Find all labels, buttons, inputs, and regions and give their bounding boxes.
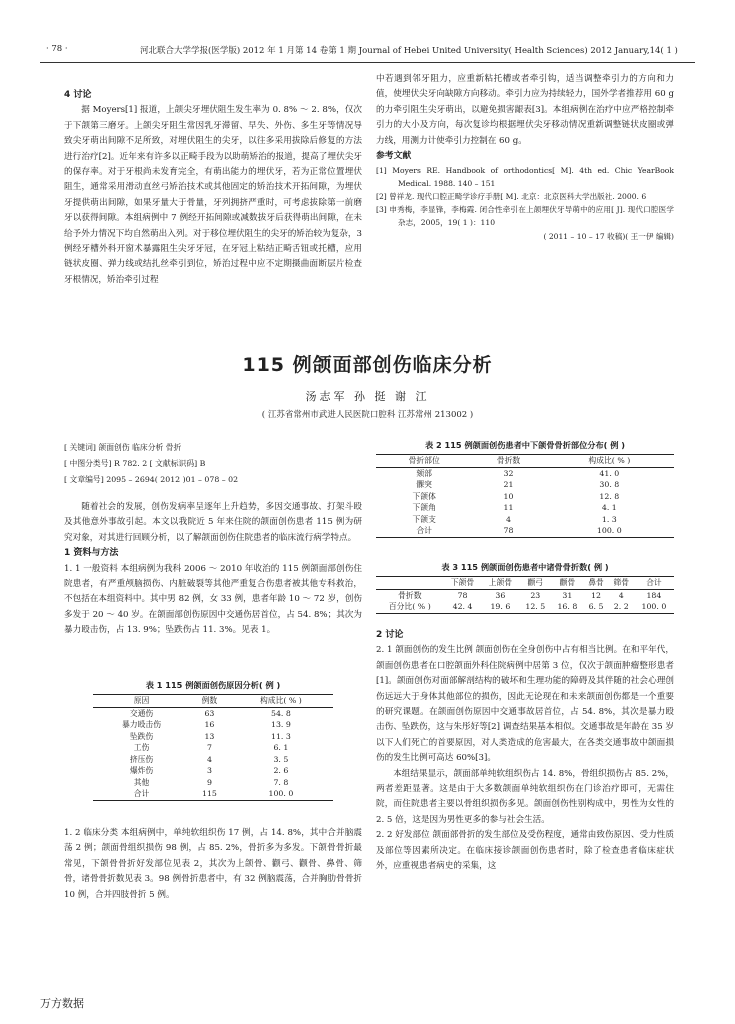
table-cell: 暴力殴击伤 bbox=[122, 720, 161, 730]
section-heading: 2 讨论 bbox=[376, 630, 404, 640]
table-header: 构成比( % ) bbox=[588, 456, 631, 466]
section-1-1: 1. 1 一般资料 本组病例为我科 2006 ～ 2010 年收治的 115 例颌面部创伤住院患者，有严重颅脑损伤、内脏破裂等其他严重复合伤患者被其他专科救治，不包括在本组资料中。其中男 82 例，女 33 例，患者年龄 10 ～ 72 岁，创伤多发于 20 ～ 40 岁。在颌面部创伤原因中交通伤居首位，占 54. 8%；其次为暴力殴击伤，占 13. 9%；坠跌伤占 11. 3%。见表 1。 bbox=[64, 563, 362, 636]
table-cell: 6. 1 bbox=[273, 743, 289, 753]
table-cell: 12 bbox=[591, 590, 601, 600]
table-header-row bbox=[376, 455, 674, 468]
table-row bbox=[93, 742, 333, 754]
prev-paragraph: 据 Moyers[1] 报道，上颌尖牙埋伏阻生发生率为 0. 8% ～ 2. 8%，仅次于下颌第三磨牙。上颌尖牙阻生常因乳牙滞留、早失、外伤、多生牙等情况导致尖牙萌出间隙不足所致，对埋伏阻生的尖牙，以往多采用拔除后修复的方法进行治疗[2]。近年来有许多以正畸手段为以助萌矫治的报道，提高了埋伏尖牙的保存率。对于牙根尚未发育完全，有萌出能力的埋伏牙，若为正常位置埋伏阻生，通常采用滑动直丝弓矫治技术或其他固定的矫治技术开拓间隙，为埋伏牙提供萌出间隙，如果牙量大于骨量，牙列拥挤严重时，可考虑拔除第一前磨牙以获得间隙。本组病例中 7 例经开拓间隙或减数拔牙后获得萌出间隙，在未给予外力情况下均自然萌出入列。对于移位埋伏阻生的尖牙的矫治较为复杂，3 例经牙槽外科开窗术暴露阻生尖牙牙冠，在牙冠上粘结正畸舌钮或托槽，应用链状皮圈、弹力线或结扎丝牵引到位，矫治过程中应不定期摄曲面断层片检查牙根情况，矫治牵引过程 bbox=[64, 105, 362, 285]
table-cell: 16 bbox=[204, 720, 215, 730]
table-cell: 骨折数 bbox=[398, 590, 422, 600]
table-row bbox=[93, 765, 333, 777]
prev-left-column bbox=[64, 88, 362, 288]
table-header: 鼻骨 bbox=[588, 578, 604, 588]
table-cell: 19. 6 bbox=[490, 602, 511, 612]
keywords: [ 关键词] 颌面创伤 临床分析 骨折 bbox=[64, 443, 182, 452]
table-row bbox=[376, 601, 674, 613]
table-header: 下颌骨 bbox=[450, 578, 475, 588]
table-cell: 115 bbox=[201, 789, 217, 799]
table-cell: 12. 8 bbox=[599, 491, 620, 501]
table-header-row bbox=[93, 695, 333, 708]
table-row bbox=[93, 777, 333, 789]
table-cell: 1. 3 bbox=[601, 514, 617, 524]
reference-item: [1] Moyers RE. Handbook of orthodontics[ M]. 4th ed. Chic YearBook Medical. 1988. 140 – 151 bbox=[376, 166, 674, 189]
table-cell: 13. 9 bbox=[271, 720, 291, 730]
table-cell: 4 bbox=[506, 514, 511, 524]
table-row bbox=[376, 589, 674, 601]
table-cell: 30. 8 bbox=[599, 480, 620, 490]
table-header: 原因 bbox=[133, 696, 150, 706]
table-cell: 184 bbox=[646, 590, 662, 600]
header-rule bbox=[40, 62, 695, 63]
reference-item: [2] 曾祥龙. 现代口腔正畸学诊疗手册[ M]. 北京：北京医科大学出版社. 2000. 6 bbox=[376, 192, 647, 202]
table-cell: 7 bbox=[206, 743, 212, 753]
table-cell: 36 bbox=[495, 590, 506, 600]
table-cell: 4 bbox=[206, 754, 212, 764]
table-cell: 10 bbox=[503, 491, 514, 501]
table-header: 上颌骨 bbox=[488, 578, 513, 588]
table-2 bbox=[376, 440, 674, 538]
table-cell: 合计 bbox=[133, 789, 150, 799]
table-cell: 12. 5 bbox=[525, 602, 546, 612]
table-1-caption: 表 1 115 例颌面创伤原因分析( 例 ) bbox=[145, 680, 281, 690]
table-cell: 54. 8 bbox=[271, 708, 291, 718]
table-cell: 坠跌伤 bbox=[129, 731, 154, 741]
table-row bbox=[376, 502, 674, 514]
section-1-2: 1. 2 临床分类 本组病例中，单纯软组织伤 17 例，占 14. 8%，其中合并脑震荡 2 例；颌面骨组织损伤 98 例，占 85. 2%，骨折多为多发。下颌骨骨折最常见，下颌骨骨折好发部位见表 2，其次为上颌骨、颧弓、颧骨、鼻骨、筛骨，诸骨骨折数见表 3。98 例骨折患者中，有 32 例脑震荡，合并胸肋骨骨折 10 例，合并四肢骨折 5 例。 bbox=[64, 828, 362, 900]
section-2-1: 2. 1 颌面创伤的发生比例 颌面创伤在全身创伤中占有相当比例。在和平年代，颌面创伤患者在口腔颌面外科住院病例中居第 3 位，仅次于颌面肿瘤整形患者[1]。颌面创伤对面部解剖结构的破坏和生理功能的障碍及其伴随的社会心理创伤远远大于身体其他部位的损伤，因此无论现在和未来颌面创伤都是一个重要的研究课题。在颌面创伤原因中交通事故居首位，占 54. 8%，其次是暴力殴击伤、坠跌伤，这与朱彤好等[2] 调查结果基本相似。交通事故是年龄在 35 岁以下人们死亡的首要原因，对人类造成的危害最大，在各类交通事故中颌面损伤的发生比例可高达 60%[3]。 bbox=[376, 645, 674, 764]
table-cell: 颏部 bbox=[416, 468, 432, 478]
table-cell: 4 bbox=[618, 590, 624, 600]
table-cell: 下颌角 bbox=[412, 503, 436, 513]
page-number: · 78 · bbox=[46, 44, 68, 54]
running-header bbox=[40, 42, 695, 60]
intro-paragraph: 随着社会的发展，创伤发病率呈逐年上升趋势，多因交通事故、打架斗殴及其他意外事故引起。本文以我院近 5 年来住院的颌面创伤患者 115 例为研究对象，对其进行回顾分析，以了解颌面创伤住院患者的临床流行病学特点。 bbox=[64, 502, 362, 543]
article-right-column bbox=[376, 628, 674, 875]
table-cell: 挤压伤 bbox=[129, 754, 154, 764]
table-row bbox=[93, 788, 333, 800]
table-cell: 100. 0 bbox=[641, 602, 667, 612]
received-note: ( 2011 – 10 – 17 收稿)( 王一伊 编辑) bbox=[543, 232, 674, 242]
table-cell: 41. 0 bbox=[599, 468, 620, 478]
table-row bbox=[93, 731, 333, 743]
classification-code: [ 中图分类号] R 782. 2 [ 文献标识码] B bbox=[64, 459, 206, 468]
source-watermark: 万方数据 bbox=[40, 997, 84, 1010]
table-row bbox=[376, 467, 674, 479]
table-row bbox=[93, 719, 333, 731]
table-row bbox=[376, 525, 674, 537]
table-row bbox=[93, 754, 333, 766]
table-cell: 工伤 bbox=[133, 743, 150, 753]
table-header: 骨折部位 bbox=[408, 456, 440, 466]
table-header: 合计 bbox=[646, 578, 662, 588]
table-cell: 42. 4 bbox=[452, 602, 473, 612]
table-cell: 6. 5 bbox=[588, 602, 604, 612]
table-cell: 31 bbox=[562, 590, 573, 600]
journal-info: 河北联合大学学报(医学版) 2012 年 1 月第 14 卷第 1 期 Journal of Hebei United University( Health Sciences) 2012 January,14( 1 ) bbox=[140, 46, 678, 56]
table-2-caption: 表 2 115 例颌面创伤患者中下颌骨骨折部位分布( 例 ) bbox=[424, 440, 626, 450]
table-cell: 3. 5 bbox=[273, 754, 289, 764]
table-row bbox=[376, 491, 674, 503]
article-authors: 汤志军 孙 挺 谢 江 bbox=[305, 390, 430, 403]
table-cell: 11. 3 bbox=[271, 731, 291, 741]
table-header: 构成比( % ) bbox=[260, 696, 302, 706]
table-cell: 其他 bbox=[133, 777, 150, 787]
table-cell: 下颌支 bbox=[412, 514, 436, 524]
discussion-heading: 4 讨论 bbox=[64, 90, 92, 100]
table-cell: 交通伤 bbox=[129, 708, 154, 718]
table-cell: 百分比( % ) bbox=[388, 602, 431, 612]
article-left-column-lower bbox=[64, 826, 362, 903]
table-header bbox=[376, 577, 444, 590]
table-cell: 63 bbox=[204, 708, 215, 718]
table-row bbox=[93, 707, 333, 719]
table-cell: 下颌体 bbox=[412, 491, 436, 501]
table-header: 骨折数 bbox=[496, 456, 521, 466]
prev-paragraph-cont: 中若遇到邻牙阻力，应重新粘托槽或者牵引钩，适当调整牵引力的方向和力值，使埋伏尖牙向缺隙方向移动。牵引力应为持续轻力，国外学者推荐用 60 g 的力牵引阻生尖牙萌出，以避免损害龈表[3]。本组病例在治疗中应严格控制牵引力的大小及方向，每次复诊均根据埋伏尖牙移动情况重新调整链状皮圈或弹力线，用测力计使牵引力控制在 60 g。 bbox=[376, 74, 674, 146]
table-row bbox=[376, 479, 674, 491]
table-1 bbox=[64, 680, 362, 801]
table-cell: 32 bbox=[503, 468, 514, 478]
table-3 bbox=[376, 562, 674, 614]
table-header-row bbox=[376, 577, 674, 590]
table-cell: 2. 2 bbox=[613, 602, 629, 612]
table-header: 例数 bbox=[201, 696, 218, 706]
table-cell: 4. 1 bbox=[601, 503, 617, 513]
table-3-caption: 表 3 115 例颌面创伤患者中诸骨骨折数( 例 ) bbox=[441, 562, 609, 572]
table-header: 颧弓 bbox=[527, 578, 544, 588]
table-header: 筛骨 bbox=[613, 578, 630, 588]
article-left-column bbox=[64, 500, 362, 639]
table-cell: 髁突 bbox=[416, 480, 432, 490]
table-cell: 13 bbox=[204, 731, 215, 741]
table-cell: 78 bbox=[503, 526, 514, 536]
references-heading: 参考文献 bbox=[376, 151, 412, 162]
section-heading: 1 资料与方法 bbox=[64, 548, 119, 559]
table-cell: 11 bbox=[503, 503, 514, 513]
table-cell: 23 bbox=[530, 590, 541, 600]
section-2-2: 2. 2 好发部位 颌面部骨折的发生部位及受伤程度，通常由致伤原因、受力性质及部位等因素所决定。在临床接诊颌面创伤患者时，除了检查患者临床症状外，应重视患者病史的采集，这 bbox=[376, 830, 674, 872]
table-cell: 9 bbox=[206, 777, 212, 787]
table-cell: 3 bbox=[206, 766, 212, 776]
prev-right-column bbox=[376, 72, 674, 245]
section-2-1-cont: 本组结果显示，颌面部单纯软组织伤占 14. 8%，骨组织损伤占 85. 2%，两者差距显著。这是由于大多数颌面单纯软组织伤在门诊治疗即可，无需住院，而住院患者主要以骨组织损伤多见。颌面创伤性别构成中，男性为女性的 2. 5 倍，这是因为男性更多的参与社会生活。 bbox=[376, 768, 674, 825]
reference-item: [3] 申秀梅，李显锋，李梅霞. 闭合性牵引在上颌埋伏牙导萌中的应用[ J]. 现代口腔医学杂志，2005，19( 1 )：110 bbox=[376, 205, 674, 228]
article-metadata bbox=[64, 440, 238, 488]
table-cell: 7. 8 bbox=[273, 777, 289, 787]
table-cell: 爆炸伤 bbox=[129, 766, 154, 776]
table-cell: 21 bbox=[503, 480, 514, 490]
article-title: 115 例颌面部创伤临床分析 bbox=[242, 354, 493, 376]
table-cell: 100. 0 bbox=[268, 789, 294, 799]
table-cell: 78 bbox=[457, 590, 468, 600]
reference-list bbox=[376, 164, 674, 229]
article-number: [ 文章编号] 2095 – 2694( 2012 )01 – 078 – 02 bbox=[64, 475, 239, 484]
table-cell: 100. 0 bbox=[596, 526, 622, 536]
table-cell: 合计 bbox=[416, 526, 432, 536]
table-cell: 16. 8 bbox=[557, 602, 578, 612]
table-cell: 2. 6 bbox=[273, 766, 289, 776]
article-affiliation: ( 江苏省常州市武进人民医院口腔科 江苏常州 213002 ) bbox=[261, 410, 474, 420]
table-row bbox=[376, 514, 674, 526]
table-header: 颧骨 bbox=[559, 578, 576, 588]
